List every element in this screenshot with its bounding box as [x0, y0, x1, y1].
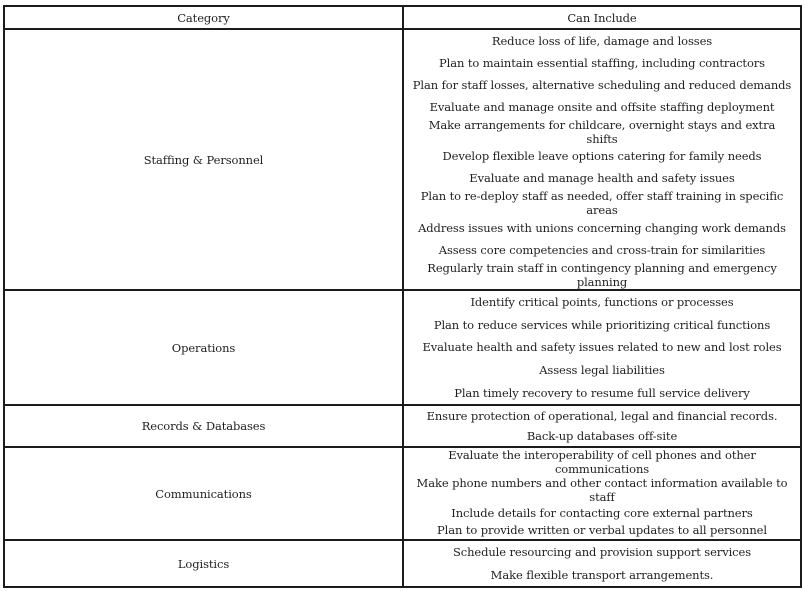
- table-row-logistics: [5, 541, 800, 586]
- can-include-item: Evaluate and manage health and safety issues: [469, 171, 735, 186]
- can-include-item: Make phone numbers and other contact information available to staff: [416, 476, 788, 504]
- category-cell: Logistics: [5, 541, 404, 586]
- can-include-item: Develop flexible leave options catering for family needs: [442, 149, 762, 164]
- can-include-item: Plan timely recovery to resume full service delivery: [454, 385, 750, 400]
- can-include-item: Plan to provide written or verbal updates to all personnel: [437, 523, 767, 538]
- category-table: [3, 5, 802, 588]
- can-include-item: Evaluate and manage onsite and offsite staffing deployment: [429, 99, 775, 114]
- can-include-item: Regularly train staff in contingency planning and emergency planning: [427, 261, 777, 289]
- can-include-cell: [404, 448, 800, 539]
- can-include-cell: [404, 541, 800, 586]
- can-include-item: Plan for staff losses, alternative scheduling and reduced demands: [412, 77, 792, 92]
- table-row-operations: [5, 291, 800, 406]
- can-include-item: Address issues with unions concerning changing work demands: [418, 221, 786, 236]
- table-row-records-databases: [5, 406, 800, 448]
- can-include-item: Include details for contacting core external partners: [451, 505, 753, 520]
- can-include-item: Make arrangements for childcare, overnight stays and extra shifts: [428, 117, 776, 146]
- table-header-row: [5, 7, 800, 30]
- can-include-item: Evaluate the interoperability of cell phones and other communications: [448, 448, 756, 476]
- category-cell: Staffing & Personnel: [5, 30, 404, 289]
- category-cell: Communications: [5, 448, 404, 539]
- can-include-item: Schedule resourcing and provision support services: [452, 545, 752, 560]
- can-include-cell: [404, 406, 800, 446]
- category-cell: Records & Databases: [5, 406, 404, 446]
- can-include-item: Plan to reduce services while prioritizing critical functions: [433, 317, 771, 332]
- can-include-item: Plan to re-deploy staff as needed, offer staff training in specific areas: [420, 189, 784, 218]
- can-include-item: Assess core competencies and cross-train for similarities: [438, 243, 766, 258]
- can-include-item: Ensure protection of operational, legal and financial records.: [426, 409, 778, 423]
- can-include-item: Identify critical points, functions or processes: [470, 295, 734, 310]
- table-row-staffing-personnel: [5, 30, 800, 291]
- column-header-can-include: Can Include: [567, 10, 637, 25]
- can-include-item: Reduce loss of life, damage and losses: [491, 33, 713, 48]
- table-row-communications: [5, 448, 800, 541]
- can-include-cell: [404, 291, 800, 404]
- can-include-item: Evaluate health and safety issues related to new and lost roles: [422, 340, 782, 355]
- can-include-item: Plan to maintain essential staffing, including contractors: [439, 55, 765, 70]
- can-include-item: Make flexible transport arrangements.: [490, 567, 714, 582]
- can-include-item: Assess legal liabilities: [539, 363, 665, 378]
- category-cell: Operations: [5, 291, 404, 404]
- can-include-item: Back-up databases off-site: [526, 429, 678, 443]
- can-include-cell: [404, 30, 800, 289]
- column-header-category: Category: [5, 7, 404, 28]
